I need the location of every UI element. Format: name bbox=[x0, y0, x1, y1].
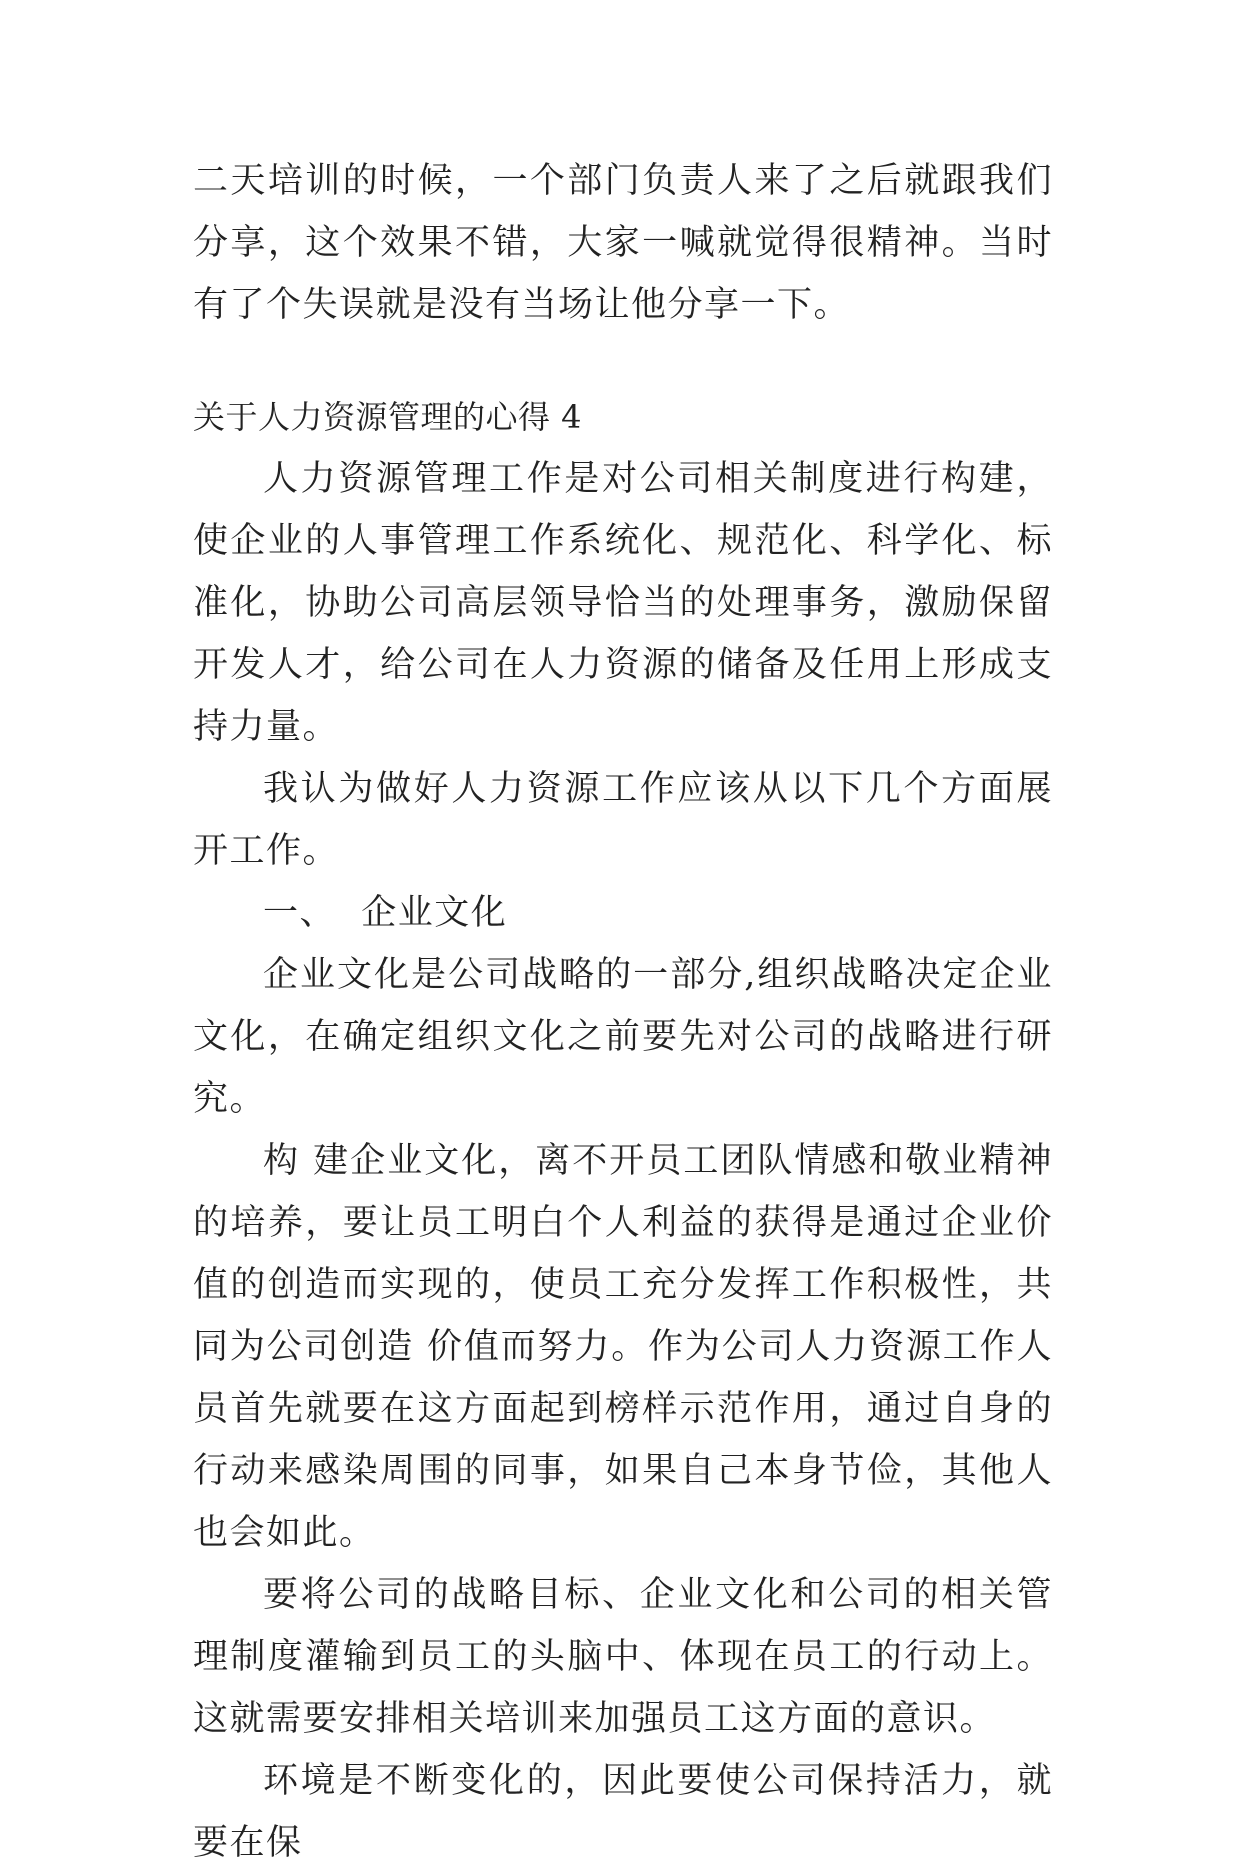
continuation-paragraph: 二天培训的时候，一个部门负责人来了之后就跟我们分享，这个效果不错，大家一喊就觉得很精神。当时有了个失误就是没有当场让他分享一下。 bbox=[193, 161, 1053, 325]
section-title: 关于人力资源管理的心得 4 bbox=[193, 398, 583, 436]
paragraph-culture-strategy: 企业文化是公司战略的一部分,组织战略决定企业文化，在确定组织文化之前要先对公司的战略进行研究。 bbox=[193, 955, 1053, 1119]
paragraph-intro: 人力资源管理工作是对公司相关制度进行构建，使企业的人事管理工作系统化、规范化、科学化、标准化，协助公司高层领导恰当的处理事务，激励保留开发人才，给公司在人力资源的储备及任用上形成支持力量。 bbox=[193, 459, 1053, 747]
document-page bbox=[193, 150, 1053, 1874]
paragraph-culture-building: 构 建企业文化，离不开员工团队情感和敬业精神的培养，要让员工明白个人利益的获得是通过企业价值的创造而实现的，使员工充分发挥工作积极性，共同为公司创造 价值而努力。作为公司人力资源工作人员首先就要在这方面起到榜样示范作用，通过自身的行动来感染周围的同事，如果自己本身节俭，其他人也会如此。 bbox=[193, 1141, 1053, 1553]
paragraph-environment: 环境是不断变化的，因此要使公司保持活力，就要在保 bbox=[193, 1761, 1053, 1863]
heading-corporate-culture: 一、 企业文化 bbox=[263, 893, 508, 933]
paragraph-aspects: 我认为做好人力资源工作应该从以下几个方面展开工作。 bbox=[193, 769, 1053, 871]
paragraph-training: 要将公司的战略目标、企业文化和公司的相关管理制度灌输到员工的头脑中、体现在员工的行动上。这就需要安排相关培训来加强员工这方面的意识。 bbox=[193, 1575, 1053, 1739]
